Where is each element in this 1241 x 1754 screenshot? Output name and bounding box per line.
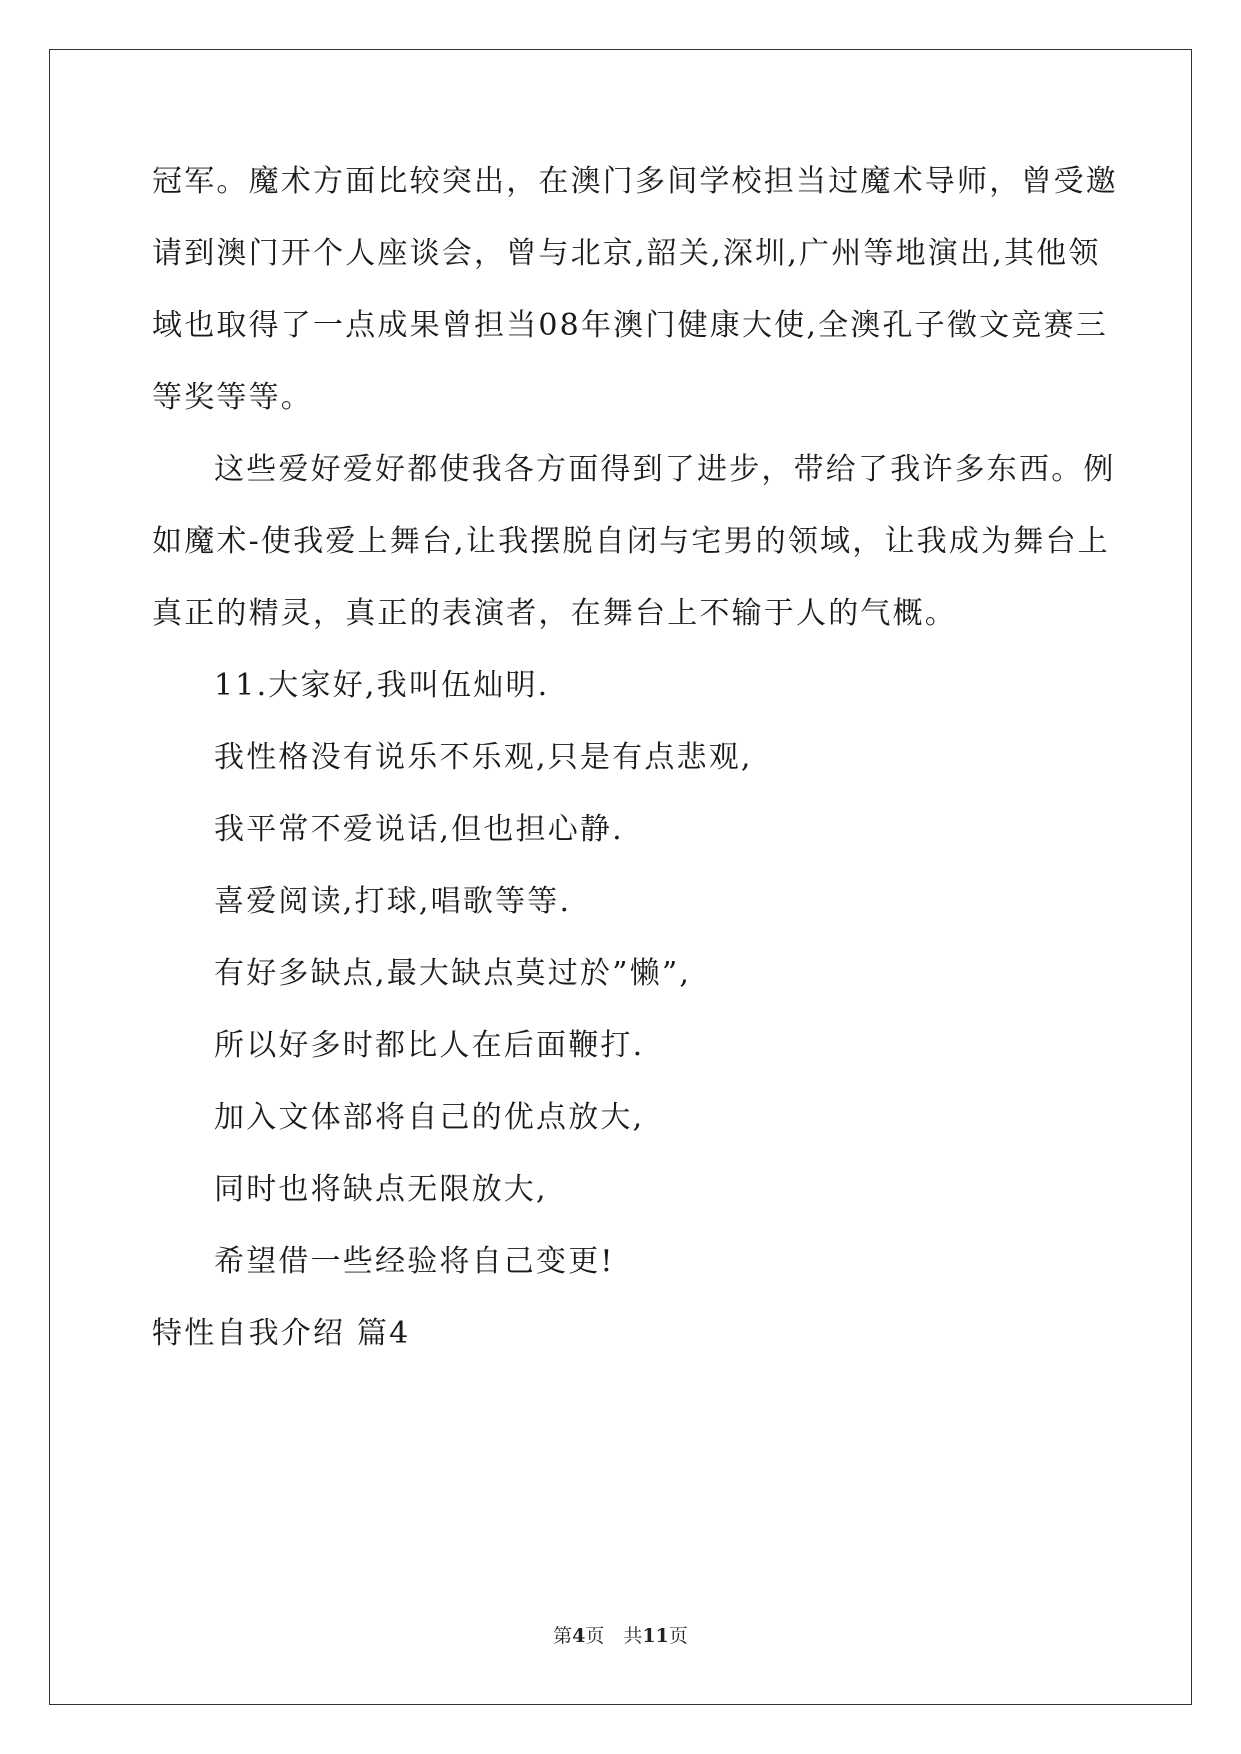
paragraph-2-line-3: 真正的精灵，真正的表演者，在舞台上不输于人的气概。 <box>152 596 957 631</box>
intro-line: 希望借一些经验将自己变更! <box>214 1244 615 1279</box>
footer-prefix: 第 <box>553 1625 573 1647</box>
footer-total-pages: 11 <box>642 1625 669 1647</box>
intro-line: 所以好多时都比人在后面鞭打. <box>214 1028 645 1063</box>
paragraph-1-line-3: 域也取得了一点成果曾担当08年澳门健康大使,全澳孔子徵文竞赛三 <box>152 308 1108 343</box>
footer-page-number: 4 <box>572 1625 586 1647</box>
intro-line: 加入文体部将自己的优点放大, <box>214 1100 645 1135</box>
intro-line: 同时也将缺点无限放大, <box>214 1172 548 1207</box>
intro-line: 11.大家好,我叫伍灿明. <box>214 668 550 703</box>
paragraph-1-line-1: 冠军。魔术方面比较突出，在澳门多间学校担当过魔术导师，曾受邀 <box>152 164 1118 199</box>
intro-line: 我性格没有说乐不乐观,只是有点悲观, <box>214 740 753 775</box>
intro-line: 喜爱阅读,打球,唱歌等等. <box>214 884 572 919</box>
page-footer <box>0 1624 1241 1648</box>
footer-suffix: 页 <box>668 1625 688 1647</box>
intro-line: 有好多缺点,最大缺点莫过於”懒”, <box>214 956 692 991</box>
paragraph-2-line-1: 这些爱好爱好都使我各方面得到了进步，带给了我许多东西。例 <box>214 452 1116 487</box>
page-border <box>49 49 1192 1705</box>
footer-mid: 页 共 <box>585 1625 643 1647</box>
paragraph-2-line-2: 如魔术-使我爱上舞台,让我摆脱自闭与宅男的领域，让我成为舞台上 <box>152 524 1110 559</box>
paragraph-1-line-2: 请到澳门开个人座谈会，曾与北京,韶关,深圳,广州等地演出,其他领 <box>152 236 1101 271</box>
section-heading: 特性自我介绍 篇4 <box>152 1316 411 1351</box>
intro-line: 我平常不爱说话,但也担心静. <box>214 812 624 847</box>
paragraph-1-line-4: 等奖等等。 <box>152 380 313 415</box>
